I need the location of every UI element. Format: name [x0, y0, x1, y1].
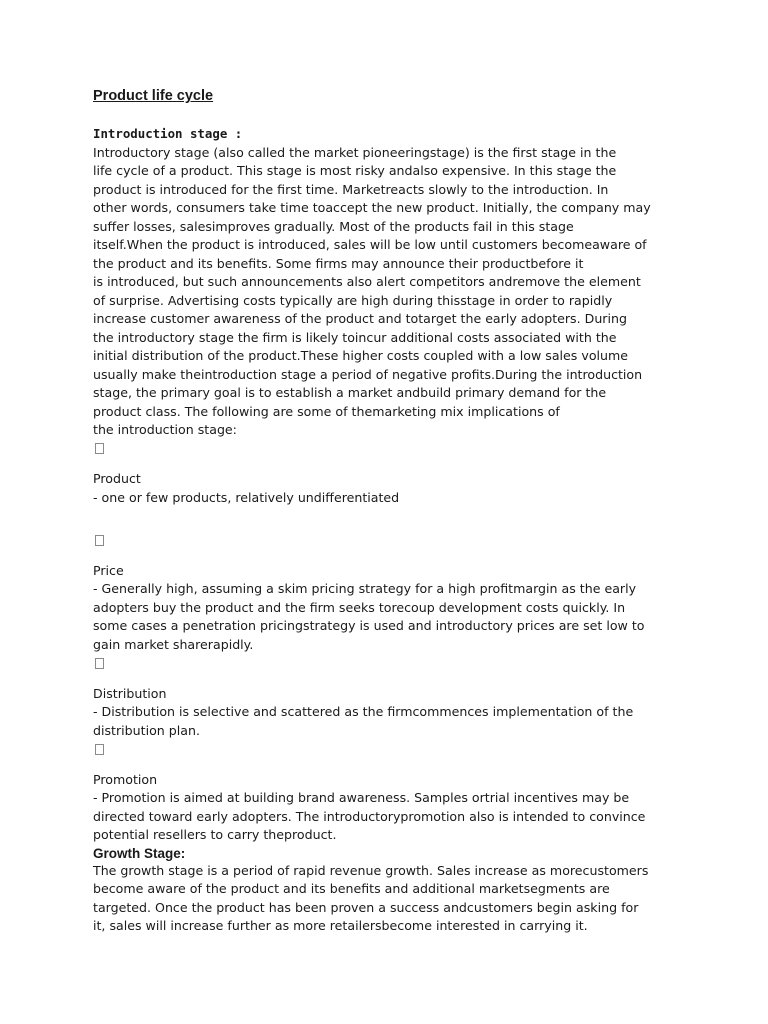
text-line: directed toward early adopters. The introductorypromotion also is intended to convince — [93, 808, 646, 824]
text-line: - one or few products, relatively undifferentiated — [93, 489, 400, 505]
text-line: usually make theintroduction stage a period of negative profits.During the introduction — [93, 366, 643, 382]
text-line: Introductory stage (also called the market pioneeringstage) is the first stage in the — [93, 144, 617, 160]
text-line: adopters buy the product and the firm seeks torecoup development costs quickly. In — [93, 599, 626, 615]
intro-paragraph — [93, 144, 693, 440]
bullet-box-icon — [95, 744, 104, 755]
price-label: Price — [93, 562, 124, 578]
growth-stage-heading: Growth Stage: — [93, 845, 186, 861]
text-line: is introduced, but such announcements also alert competitors andremove the element — [93, 274, 641, 289]
bullet-row — [93, 654, 693, 673]
bullet-box-icon — [95, 658, 104, 669]
text-line: the introduction stage: — [93, 422, 237, 437]
text-line: stage, the primary goal is to establish a market andbuild primary demand for the — [93, 385, 607, 400]
text-line: some cases a penetration pricingstrategy is used and introductory prices are set low to — [93, 618, 645, 633]
text-line: distribution plan. — [93, 722, 200, 738]
bullet-row — [93, 740, 693, 759]
text-line: potential resellers to carry theproduct. — [93, 827, 337, 842]
bullet-row — [93, 531, 693, 550]
text-line: initial distribution of the product.These higher costs coupled with a low sales volume — [93, 348, 629, 363]
text-line: - Promotion is aimed at building brand awareness. Samples ortrial incentives may be — [93, 790, 630, 805]
price-text — [93, 580, 693, 654]
product-label: Product — [93, 471, 141, 486]
distribution-text — [93, 703, 693, 740]
text-line: it, sales will increase further as more retailersbecome interested in carrying it. — [93, 918, 588, 933]
text-line: product class. The following are some of themarketing mix implications of — [93, 403, 560, 419]
bullet-box-icon — [95, 535, 104, 546]
document-page — [93, 86, 693, 936]
text-line: the introductory stage the firm is likely toincur additional costs associated with the — [93, 329, 617, 345]
text-line: increase customer awareness of the product and totarget the early adopters. During — [93, 311, 627, 326]
text-line: become aware of the product and its benefits and additional marketsegments are — [93, 881, 610, 896]
distribution-label: Distribution — [93, 685, 167, 701]
product-text — [93, 489, 693, 508]
text-line: the product and its benefits. Some firms may announce their productbefore it — [93, 255, 584, 271]
growth-paragraph — [93, 862, 693, 936]
text-line: - Generally high, assuming a skim pricing strategy for a high profitmargin as the early — [93, 581, 637, 596]
text-line: product is introduced for the first time. Marketreacts slowly to the introduction. In — [93, 181, 609, 197]
text-line: targeted. Once the product has been proven a success andcustomers begin asking for — [93, 899, 639, 915]
text-line: other words, consumers take time toaccept the new product. Initially, the company may — [93, 200, 651, 215]
promotion-text — [93, 789, 693, 845]
text-line: suffer losses, salesimproves gradually. Most of the products fail in this stage — [93, 218, 574, 234]
bullet-box-icon — [95, 443, 104, 454]
document-title: Product life cycle — [93, 88, 214, 104]
text-line: of surprise. Advertising costs typically are high during thisstage in order to rapidly — [93, 292, 613, 308]
promotion-label: Promotion — [93, 771, 158, 787]
text-line: itself.When the product is introduced, sales will be low until customers becomeaware of — [93, 237, 647, 252]
text-line: gain market sharerapidly. — [93, 636, 254, 652]
intro-stage-heading: Introduction stage : — [93, 126, 243, 141]
text-line: life cycle of a product. This stage is most risky andalso expensive. In this stage the — [93, 163, 617, 178]
text-line: The growth stage is a period of rapid revenue growth. Sales increase as morecustomers — [93, 862, 649, 878]
text-line: - Distribution is selective and scattered as the firmcommences implementation of the — [93, 704, 634, 719]
bullet-row — [93, 440, 693, 459]
